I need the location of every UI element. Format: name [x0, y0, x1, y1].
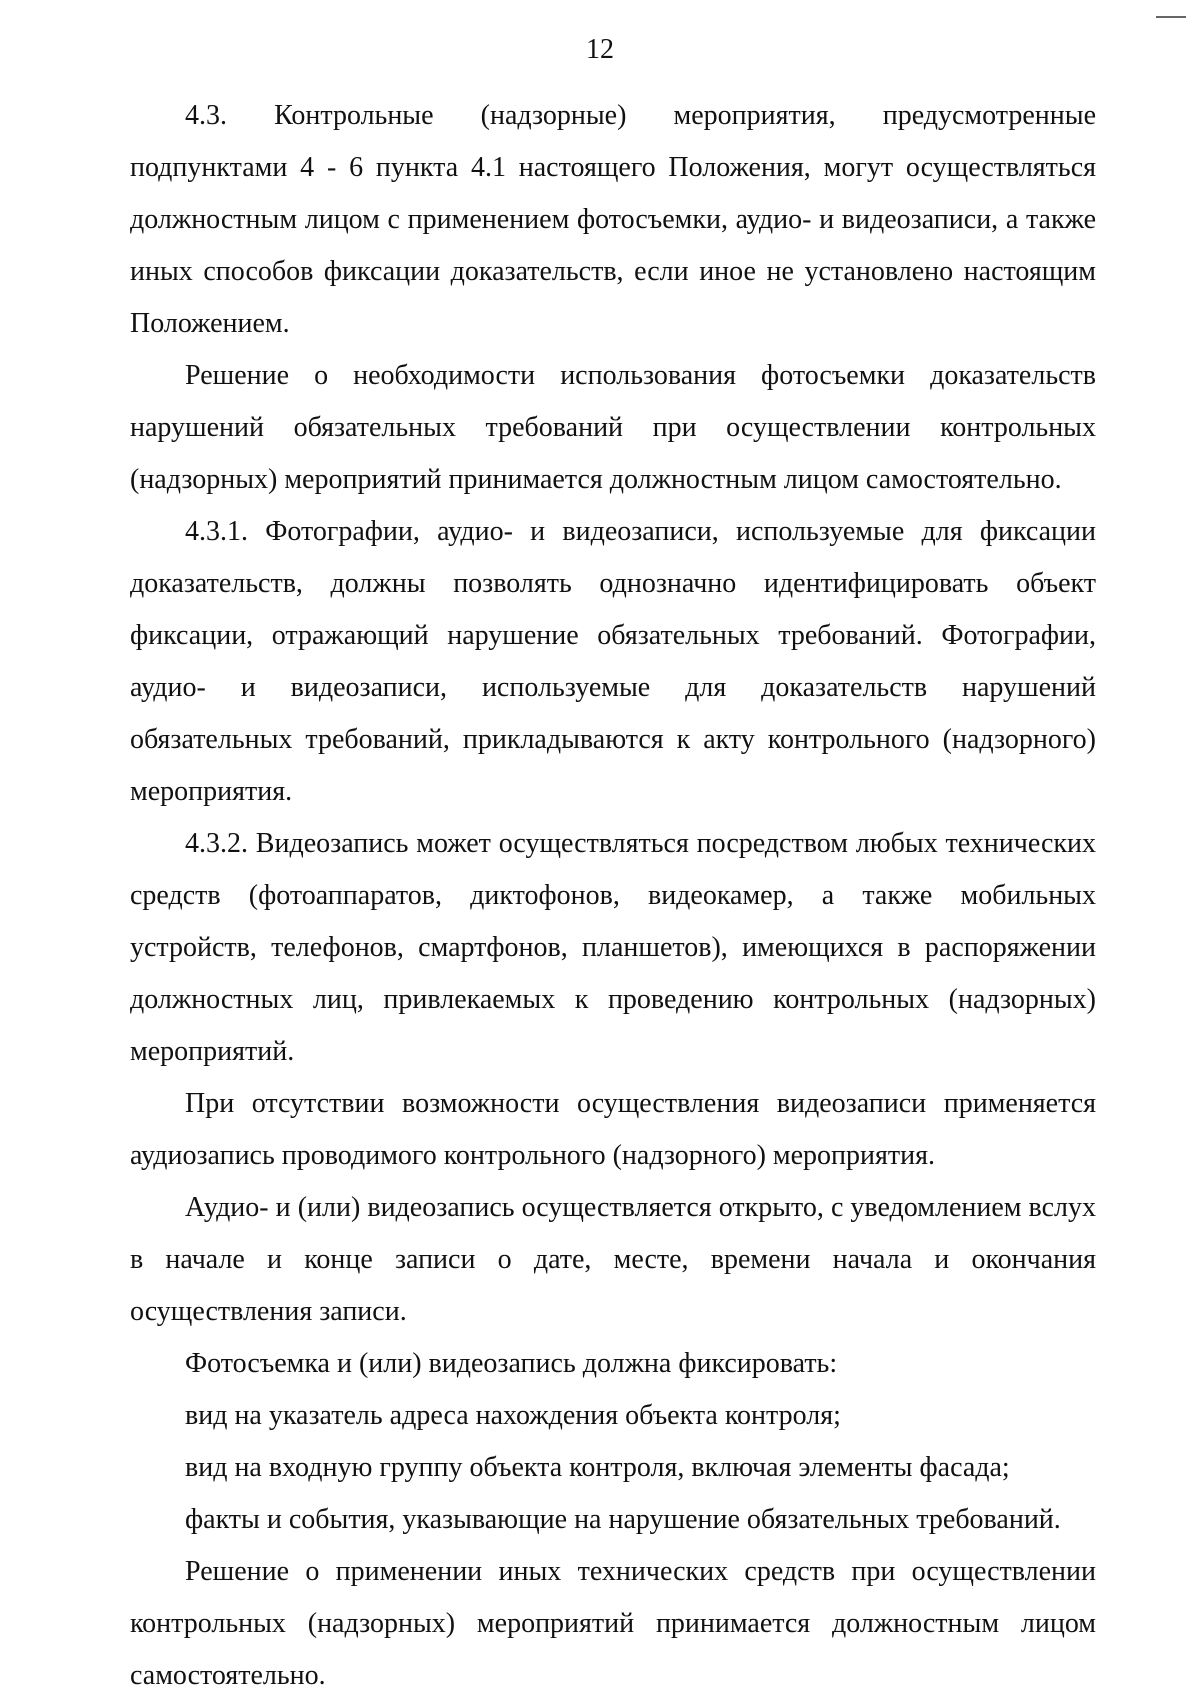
page-number: 12	[586, 34, 614, 65]
document-body	[130, 90, 1096, 1702]
paragraph-4-3-1: 4.3.1. Фотографии, аудио- и видеозаписи, используемые для фиксации доказательств, должны позволять однозначно идентифицировать объект фиксации, отражающий нарушение обязательных требований. Фотографии, аудио- и видеозаписи, используемые для доказательств нарушений обязательных требований, прикладываются к акту контрольного (надзорного) мероприятия.	[130, 516, 1096, 807]
paragraph-photo-decision: Решение о необходимости использования фотосъемки доказательств нарушений обязательных требований при осуществлении контрольных (надзорных) мероприятий принимается должностным лицом самостоятельно.	[130, 360, 1096, 495]
paragraph-open-recording: Аудио- и (или) видеозапись осуществляется открыто, с уведомлением вслух в начале и конце записи о дате, месте, времени начала и окончания осуществления записи.	[130, 1192, 1096, 1327]
paragraph-4-3: 4.3. Контрольные (надзорные) мероприятия, предусмотренные подпунктами 4 - 6 пункта 4.1 настоящего Положения, могут осуществляться должностным лицом с применением фотосъемки, аудио- и видеозаписи, а также иных способов фиксации доказательств, если иное не установлено настоящим Положением.	[130, 100, 1096, 339]
paragraph-other-technical-means: Решение о применении иных технических средств при осуществлении контрольных (надзорных) мероприятий принимается должностным лицом самостоятельно.	[130, 1556, 1096, 1691]
scan-corner-mark	[1156, 16, 1186, 18]
list-item-violation-facts: факты и события, указывающие на нарушение обязательных требований.	[185, 1504, 1061, 1535]
paragraph-recording-must-capture: Фотосъемка и (или) видеозапись должна фиксировать:	[185, 1348, 838, 1379]
paragraph-4-3-2: 4.3.2. Видеозапись может осуществляться посредством любых технических средств (фотоаппаратов, диктофонов, видеокамер, а также мобильных устройств, телефонов, смартфонов, планшетов), имеющихся в распоряжении должностных лиц, привлекаемых к проведению контрольных (надзорных) мероприятий.	[130, 828, 1096, 1067]
list-item-entrance-group: вид на входную группу объекта контроля, включая элементы фасада;	[185, 1452, 1010, 1483]
list-item-address-sign: вид на указатель адреса нахождения объекта контроля;	[185, 1400, 841, 1431]
paragraph-audio-fallback: При отсутствии возможности осуществления видеозаписи применяется аудиозапись проводимого контрольного (надзорного) мероприятия.	[130, 1088, 1096, 1171]
